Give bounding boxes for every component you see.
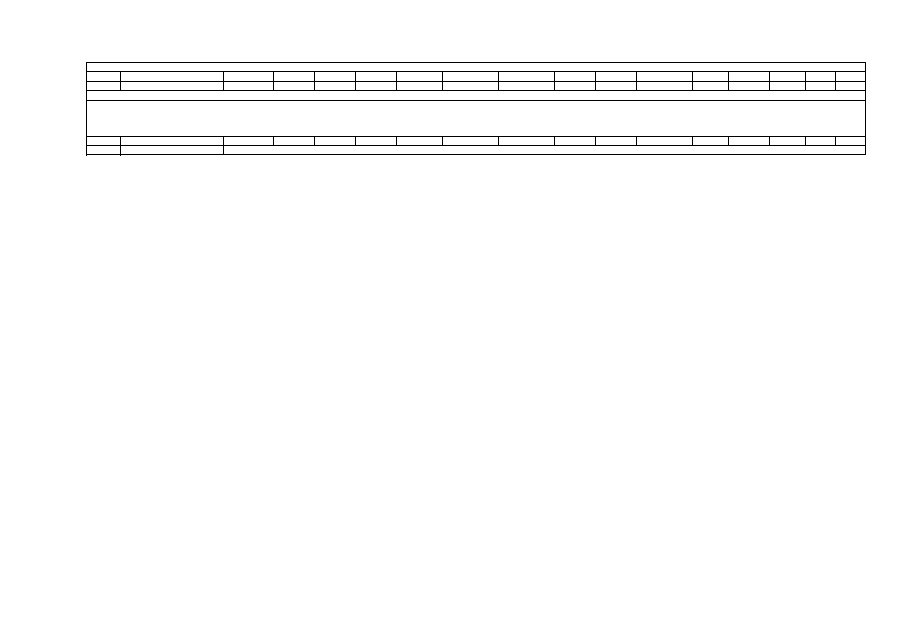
empty-cell bbox=[637, 136, 693, 145]
value-cell bbox=[224, 72, 274, 81]
district-title bbox=[87, 91, 866, 100]
empty-cell bbox=[87, 136, 121, 145]
empty-cell bbox=[555, 136, 596, 145]
col-header-use-types bbox=[224, 145, 866, 154]
empty-cell bbox=[397, 81, 443, 90]
caption-row bbox=[87, 100, 866, 136]
empty-cell bbox=[596, 81, 637, 90]
cadastral-quarter bbox=[121, 72, 224, 81]
header-row bbox=[87, 145, 866, 154]
value-cell bbox=[693, 72, 729, 81]
empty-cell bbox=[693, 136, 729, 145]
empty-cell bbox=[637, 81, 693, 90]
value-cell bbox=[555, 72, 596, 81]
value-cell bbox=[806, 72, 836, 81]
cadastral-value-table bbox=[86, 62, 866, 155]
empty-cell bbox=[315, 136, 356, 145]
empty-cell bbox=[121, 81, 224, 90]
spacer-row bbox=[87, 136, 866, 145]
district-row bbox=[87, 91, 866, 100]
empty-cell bbox=[274, 81, 315, 90]
empty-cell bbox=[274, 136, 315, 145]
empty-cell bbox=[806, 81, 836, 90]
empty-cell bbox=[356, 136, 397, 145]
empty-cell bbox=[356, 81, 397, 90]
empty-cell bbox=[87, 81, 121, 90]
empty-cell bbox=[693, 81, 729, 90]
empty-cell bbox=[443, 136, 499, 145]
value-cell bbox=[274, 72, 315, 81]
empty-cell bbox=[315, 81, 356, 90]
table-row bbox=[87, 72, 866, 81]
settlement-name bbox=[87, 63, 866, 72]
empty-cell bbox=[499, 81, 555, 90]
value-cell bbox=[770, 72, 806, 81]
empty-cell bbox=[224, 136, 274, 145]
value-cell bbox=[596, 72, 637, 81]
empty-cell bbox=[806, 136, 836, 145]
empty-cell bbox=[836, 81, 866, 90]
value-cell bbox=[729, 72, 770, 81]
empty-cell bbox=[770, 81, 806, 90]
empty-cell bbox=[224, 81, 274, 90]
document-sheet bbox=[86, 62, 828, 155]
row-number bbox=[87, 72, 121, 81]
empty-cell bbox=[443, 81, 499, 90]
empty-cell bbox=[596, 136, 637, 145]
empty-cell bbox=[121, 136, 224, 145]
value-cell bbox=[397, 72, 443, 81]
value-cell bbox=[356, 72, 397, 81]
value-cell bbox=[637, 72, 693, 81]
settlement-row bbox=[87, 63, 866, 72]
col-header-quarter bbox=[121, 145, 224, 154]
empty-cell bbox=[770, 136, 806, 145]
empty-cell bbox=[499, 136, 555, 145]
empty-cell bbox=[555, 81, 596, 90]
col-header-number bbox=[87, 145, 121, 154]
value-cell bbox=[499, 72, 555, 81]
empty-cell bbox=[836, 136, 866, 145]
empty-cell bbox=[729, 81, 770, 90]
empty-cell bbox=[397, 136, 443, 145]
value-cell bbox=[315, 72, 356, 81]
empty-cell bbox=[729, 136, 770, 145]
table-caption bbox=[87, 100, 866, 136]
value-cell bbox=[836, 72, 866, 81]
value-cell bbox=[443, 72, 499, 81]
spacer-row bbox=[87, 81, 866, 90]
